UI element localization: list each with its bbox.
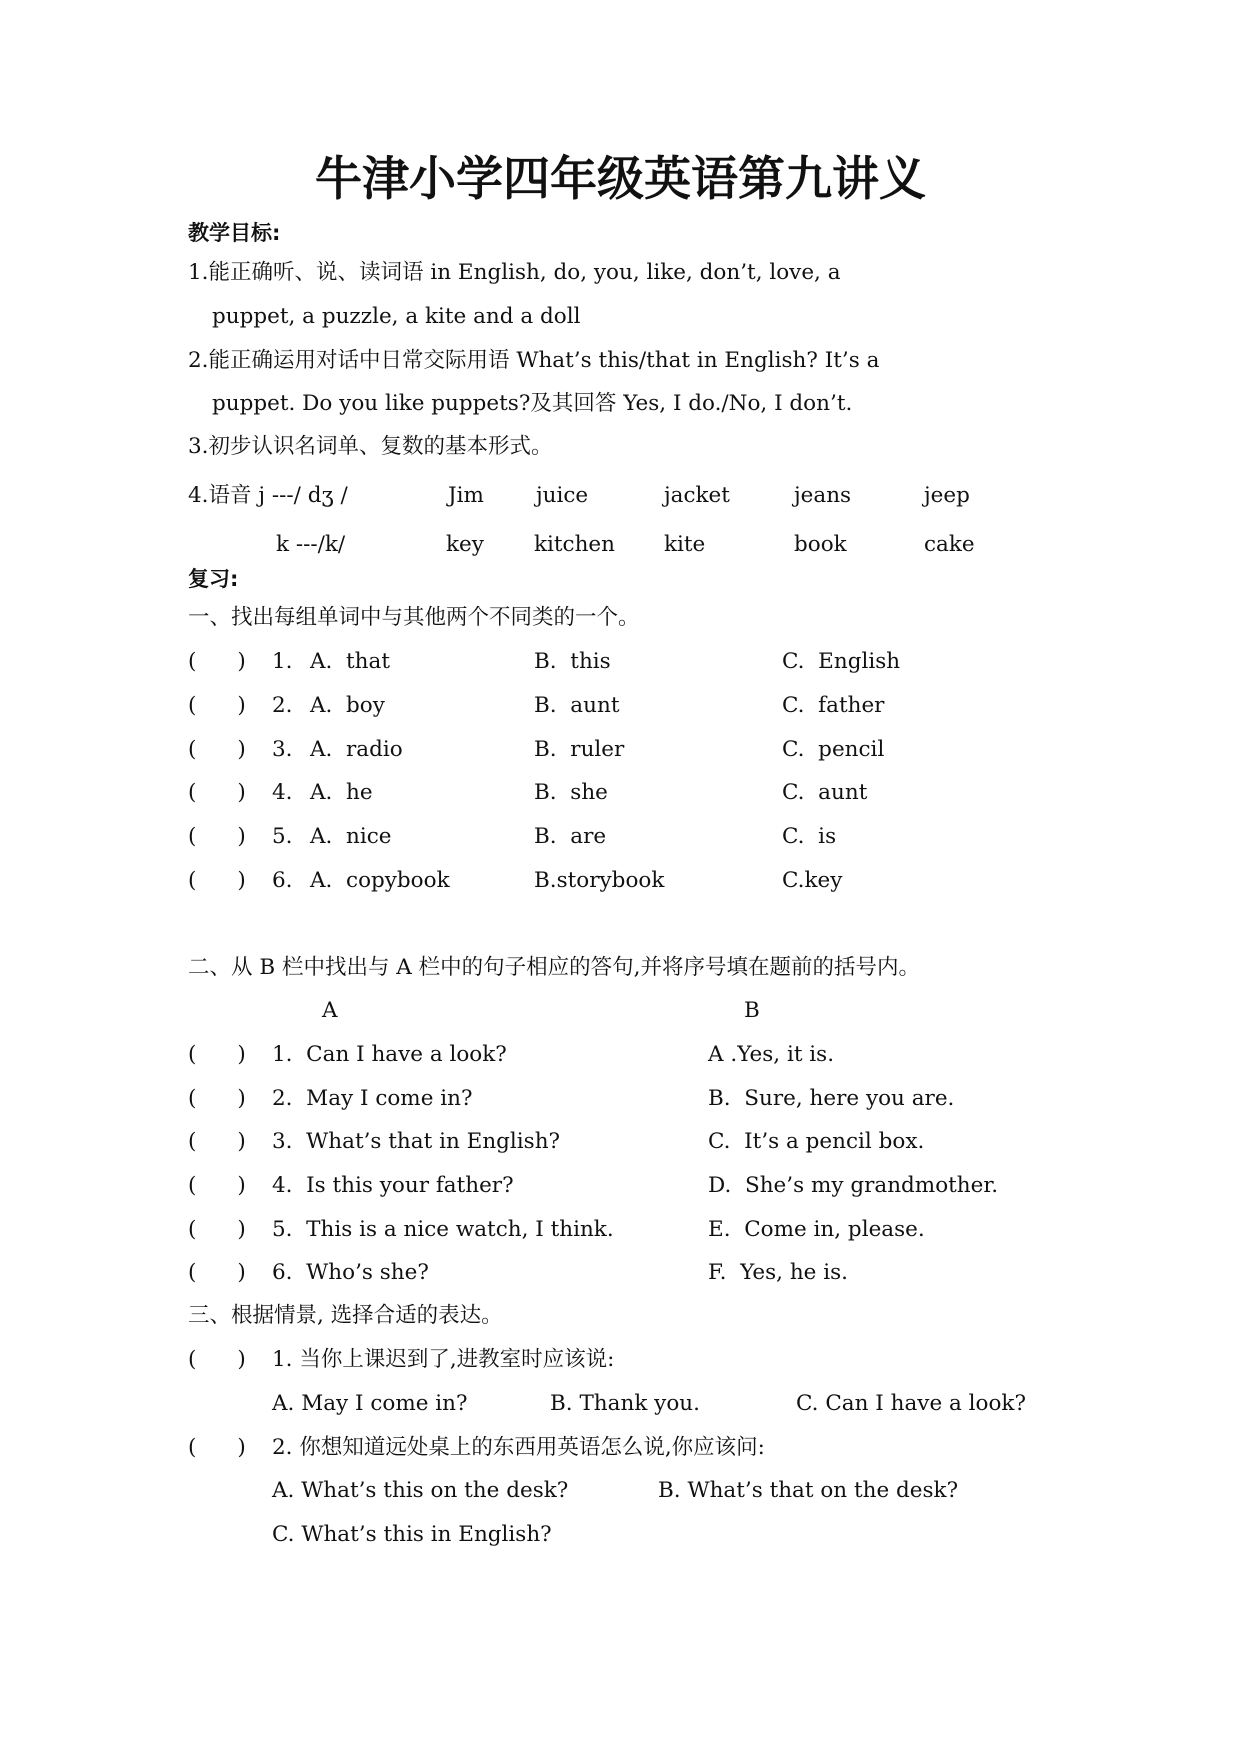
- answer-blank[interactable]: ( ): [188, 1173, 246, 1198]
- phonics-j-word: jeep: [924, 483, 970, 508]
- answer-blank[interactable]: ( ): [188, 1086, 246, 1111]
- option-b: B. this: [534, 649, 611, 674]
- option-c: C. English: [782, 649, 901, 674]
- goal-1-line-2: puppet, a puzzle, a kite and a doll: [212, 304, 581, 329]
- option-a: A. that: [310, 649, 390, 674]
- question-a: 4. Is this your father?: [272, 1173, 514, 1198]
- answer-blank[interactable]: ( ): [188, 1217, 246, 1242]
- answer-b: D. She’s my grandmother.: [708, 1173, 999, 1198]
- option-a: A. radio: [310, 737, 403, 762]
- phonics-j-word: jacket: [664, 483, 730, 508]
- phonics-k-word: kitchen: [534, 532, 616, 557]
- option-a: A. What’s this on the desk?: [272, 1478, 569, 1503]
- answer-b: B. Sure, here you are.: [708, 1086, 955, 1111]
- goal-2-line-1: 2.能正确运用对话中日常交际用语 What’s this/that in English? It’s a: [188, 348, 880, 373]
- phonics-j-word: Jim: [448, 483, 484, 508]
- option-b: B. What’s that on the desk?: [658, 1478, 959, 1503]
- phonics-k-word: book: [794, 532, 847, 557]
- answer-b: C. It’s a pencil box.: [708, 1129, 925, 1154]
- question-number: 4.: [272, 780, 293, 805]
- option-b: B. Thank you.: [550, 1391, 700, 1416]
- option-a: A. copybook: [310, 868, 450, 893]
- option-c: C. What’s this in English?: [272, 1522, 552, 1547]
- phonics-j-word: juice: [536, 483, 589, 508]
- review-heading: 复习:: [188, 567, 239, 591]
- question-a: 6. Who’s she?: [272, 1260, 429, 1285]
- section-2-heading: 二、从 B 栏中找出与 A 栏中的句子相应的答句,并将序号填在题前的括号内。: [188, 955, 921, 980]
- question-a: 2. May I come in?: [272, 1086, 473, 1111]
- option-b: B. aunt: [534, 693, 620, 718]
- phonics-k-word: key: [446, 532, 484, 557]
- column-a-header: A: [322, 998, 338, 1023]
- option-a: A. boy: [310, 693, 385, 718]
- situation-question: 1. 当你上课迟到了,进教室时应该说:: [272, 1347, 615, 1372]
- question-number: 5.: [272, 824, 293, 849]
- answer-b: E. Come in, please.: [708, 1217, 925, 1242]
- goal-4-label: 4.语音 j ---/ dʒ /: [188, 483, 348, 508]
- answer-blank[interactable]: ( ): [188, 1435, 246, 1460]
- option-c: C. Can I have a look?: [796, 1391, 1026, 1416]
- option-c: C. pencil: [782, 737, 885, 762]
- answer-blank[interactable]: ( ): [188, 1129, 246, 1154]
- answer-blank[interactable]: ( ): [188, 780, 246, 805]
- option-b: B. ruler: [534, 737, 625, 762]
- page-title: 牛津小学四年级英语第九讲义: [315, 152, 926, 207]
- option-b: B.storybook: [534, 868, 665, 893]
- answer-blank[interactable]: ( ): [188, 737, 246, 762]
- goal-1-line-1: 1.能正确听、说、读词语 in English, do, you, like, don’t, love, a: [188, 260, 841, 285]
- option-a: A. May I come in?: [272, 1391, 468, 1416]
- goal-4-k-label: k ---/k/: [276, 532, 346, 557]
- option-c: C. is: [782, 824, 837, 849]
- answer-blank[interactable]: ( ): [188, 1347, 246, 1372]
- option-b: B. she: [534, 780, 608, 805]
- phonics-j-word: jeans: [794, 483, 852, 508]
- column-b-header: B: [744, 998, 760, 1023]
- answer-b: F. Yes, he is.: [708, 1260, 848, 1285]
- question-number: 6.: [272, 868, 293, 893]
- option-b: B. are: [534, 824, 607, 849]
- question-a: 1. Can I have a look?: [272, 1042, 507, 1067]
- answer-blank[interactable]: ( ): [188, 693, 246, 718]
- section-1-heading: 一、找出每组单词中与其他两个不同类的一个。: [188, 605, 640, 630]
- option-a: A. nice: [310, 824, 392, 849]
- answer-b: A .Yes, it is.: [708, 1042, 835, 1067]
- answer-blank[interactable]: ( ): [188, 868, 246, 893]
- option-c: C.key: [782, 868, 843, 893]
- question-number: 3.: [272, 737, 293, 762]
- question-a: 3. What’s that in English?: [272, 1129, 561, 1154]
- answer-blank[interactable]: ( ): [188, 1042, 246, 1067]
- option-c: C. father: [782, 693, 885, 718]
- phonics-k-word: cake: [924, 532, 975, 557]
- goal-3: 3.初步认识名词单、复数的基本形式。: [188, 434, 553, 459]
- situation-question: 2. 你想知道远处桌上的东西用英语怎么说,你应该问:: [272, 1435, 765, 1460]
- goals-heading: 教学目标:: [188, 221, 281, 245]
- option-a: A. he: [310, 780, 373, 805]
- question-number: 2.: [272, 693, 293, 718]
- question-a: 5. This is a nice watch, I think.: [272, 1217, 614, 1242]
- section-3-heading: 三、根据情景, 选择合适的表达。: [188, 1303, 503, 1328]
- question-number: 1.: [272, 649, 293, 674]
- answer-blank[interactable]: ( ): [188, 649, 246, 674]
- answer-blank[interactable]: ( ): [188, 1260, 246, 1285]
- phonics-k-word: kite: [664, 532, 706, 557]
- goal-2-line-2: puppet. Do you like puppets?及其回答 Yes, I do./No, I don’t.: [212, 391, 853, 416]
- answer-blank[interactable]: ( ): [188, 824, 246, 849]
- option-c: C. aunt: [782, 780, 868, 805]
